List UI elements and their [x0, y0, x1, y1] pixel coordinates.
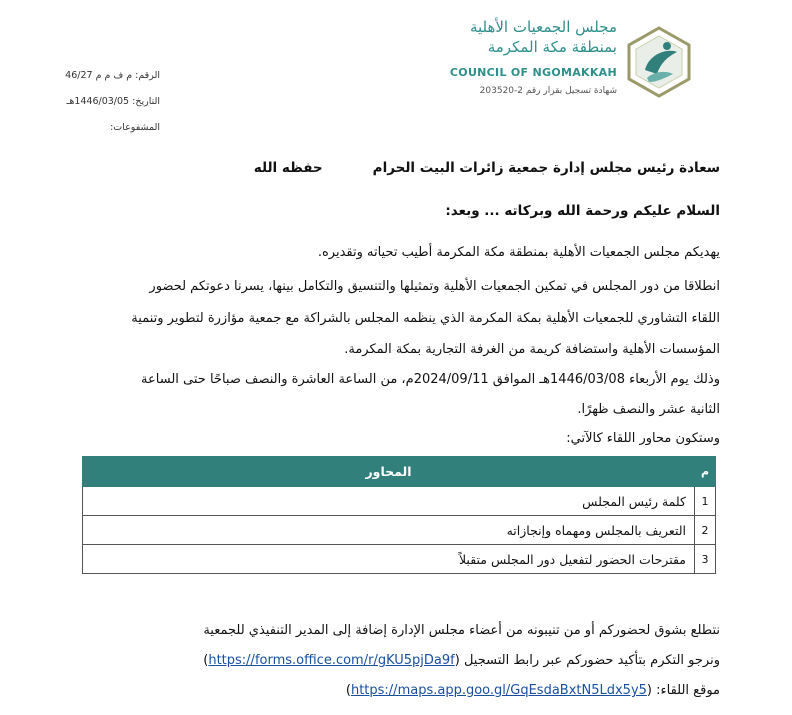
row-number: 3	[695, 545, 716, 574]
paragraph-attendance: نتطلع بشوق لحضوركم أو من تنيبونه من أعضاء مجلس الإدارة إضافة إلى المدير التنفيذي للجمعية	[203, 623, 720, 638]
row-topic: التعريف بالمجلس ومهماه وإنجازاته	[83, 516, 695, 545]
attachments-label: المشفوعات:	[110, 122, 160, 133]
addressee-line: سعادة رئيس مجلس إدارة جمعية زائرات البيت الحرامحفظه الله	[253, 160, 720, 176]
paragraph-intro: يهديكم مجلس الجمعيات الأهلية بمنطقة مكة المكرمة أطيب تحياته وتقديره.	[317, 245, 720, 260]
paragraph-date-line2: الثانية عشر والنصف ظهرًا.	[577, 402, 720, 417]
col-topic-header: المحاور	[83, 457, 695, 487]
paragraph-agenda-intro: وستكون محاور اللقاء كالآتي:	[566, 431, 720, 446]
council-logo-icon	[627, 26, 691, 98]
row-number: 2	[695, 516, 716, 545]
reference-number: الرقم: م ف م م 46/27	[65, 70, 160, 81]
greeting: السلام عليكم ورحمة الله وبركاته ... وبعد:	[445, 203, 720, 219]
table-row	[83, 545, 716, 574]
paragraph-invitation-line1: انطلاقا من دور المجلس في تمكين الجمعيات الأهلية وتمثيلها والتنسيق والتكامل بينها، يسرنا دعوتكم لحضور	[149, 279, 720, 294]
agenda-table-header	[83, 457, 716, 487]
agenda-table	[82, 456, 716, 574]
paragraph-invitation-line3: المؤسسات الأهلية واستضافة كريمة من الغرفة التجارية بمكة المكرمة.	[344, 342, 720, 357]
location-map-link[interactable]: https://maps.app.goo.gl/GqEsdaBxtN5Ldx5y5	[350, 683, 647, 698]
row-topic: كلمة رئيس المجلس	[83, 487, 695, 516]
registration-link[interactable]: https://forms.office.com/r/gKU5pjDa9f	[208, 653, 455, 668]
table-row	[83, 487, 716, 516]
letter-date: التاريخ: 1446/03/05هـ	[66, 96, 160, 107]
col-number-header: م	[695, 457, 716, 487]
org-name-arabic-line2: بمنطقة مكة المكرمة	[487, 38, 617, 56]
paragraph-location: موقع اللقاء: (https://maps.app.goo.gl/GqEsdaBxtN5Ldx5y5)	[345, 683, 720, 698]
table-row	[83, 516, 716, 545]
honorific: حفظه الله	[253, 160, 323, 176]
row-number: 1	[695, 487, 716, 516]
paragraph-registration: ونرجو التكرم بتأكيد حضوركم عبر رابط التسجيل (https://forms.office.com/r/gKU5pjDa9f)	[203, 653, 720, 668]
org-name-english: COUNCIL OF NGOMAKKAH	[449, 66, 617, 79]
paragraph-invitation-line2: اللقاء التشاوري للجمعيات الأهلية بمكة المكرمة الذي ينظمه المجلس بالشراكة مع جمعية مؤازرة لتطوير وتنمية	[131, 311, 720, 326]
registration-number: شهادة تسجيل بقرار رقم 2-203520	[479, 86, 617, 96]
paragraph-date-line1: وذلك يوم الأربعاء 1446/03/08هـ الموافق 2024/09/11م، من الساعة العاشرة والنصف صباحًا حتى الساعة	[141, 372, 720, 387]
row-topic: مقترحات الحضور لتفعيل دور المجلس متقبلاً	[83, 545, 695, 574]
org-name-arabic-line1: مجلس الجمعيات الأهلية	[469, 18, 617, 36]
